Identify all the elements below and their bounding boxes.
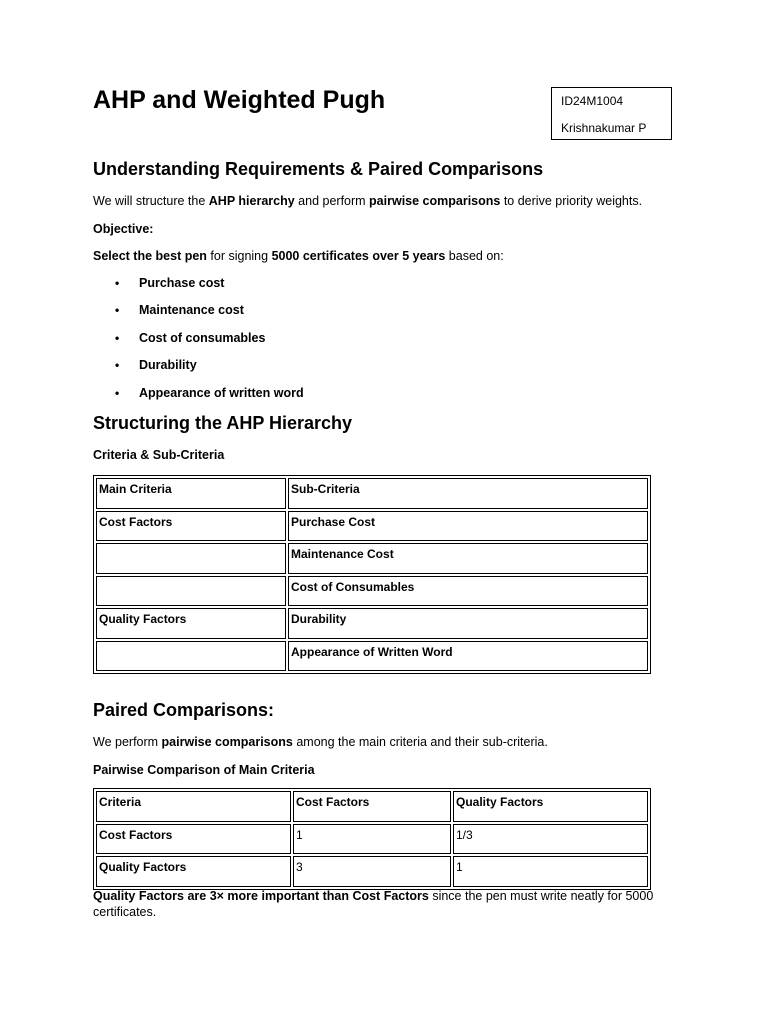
table-cell: 1/3 [453, 824, 648, 855]
table-row [96, 641, 648, 672]
objective-label: Objective: [93, 222, 154, 236]
table-cell [96, 641, 286, 672]
section-heading-requirements: Understanding Requirements & Paired Comparisons [93, 159, 544, 179]
text-run: We perform [93, 735, 162, 749]
table-row [96, 608, 648, 639]
bold-run: pairwise comparisons [369, 194, 501, 208]
section-heading-paired: Paired Comparisons: [93, 700, 275, 720]
list-item: • Durability [93, 357, 304, 384]
table-header-row [96, 791, 648, 822]
list-item: • Purchase cost [93, 275, 304, 302]
table-row [96, 543, 648, 574]
table-cell: Quality Factors [96, 608, 286, 639]
table-row [96, 576, 648, 607]
bold-run: Quality Factors are 3× more important than Cost Factors [93, 889, 429, 903]
text-run: to derive priority weights. [500, 194, 643, 208]
table-header-cell: Cost Factors [293, 791, 451, 822]
section-heading-hierarchy: Structuring the AHP Hierarchy [93, 413, 353, 433]
table-header-cell: Criteria [96, 791, 291, 822]
pairwise-subheading: Pairwise Comparison of Main Criteria [93, 763, 315, 777]
pairwise-table [93, 788, 651, 890]
select-paragraph [93, 248, 504, 264]
table-cell: Durability [288, 608, 648, 639]
intro-paragraph [93, 193, 642, 209]
criteria-bullet-list [93, 275, 304, 412]
list-item: • Appearance of written word [93, 385, 304, 412]
table-cell: Cost of Consumables [288, 576, 648, 607]
table-row [96, 511, 648, 542]
student-id: ID24M1004 [561, 94, 624, 108]
table-cell: Quality Factors [96, 856, 291, 887]
table-cell: Cost Factors [96, 824, 291, 855]
table-header-cell: Sub-Criteria [288, 478, 648, 509]
student-name: Krishnakumar P [561, 121, 647, 135]
text-run: We will structure the [93, 194, 209, 208]
id-box [551, 87, 672, 140]
table-cell [96, 543, 286, 574]
document-title: AHP and Weighted Pugh [93, 86, 386, 114]
table-header-cell: Main Criteria [96, 478, 286, 509]
table-row [96, 856, 648, 887]
table-cell [96, 576, 286, 607]
bold-run: Select the best pen [93, 249, 207, 263]
table-cell: Purchase Cost [288, 511, 648, 542]
table-cell: 3 [293, 856, 451, 887]
table-cell: Appearance of Written Word [288, 641, 648, 672]
text-run: and perform [294, 194, 370, 208]
list-item: • Cost of consumables [93, 330, 304, 357]
table-cell: 1 [453, 856, 648, 887]
table-cell: Maintenance Cost [288, 543, 648, 574]
criteria-subheading: Criteria & Sub-Criteria [93, 448, 225, 462]
conclusion-paragraph [93, 888, 678, 920]
bold-run: pairwise comparisons [161, 735, 293, 749]
text-run: based on: [445, 249, 504, 263]
text-run: for signing [206, 249, 272, 263]
table-cell: 1 [293, 824, 451, 855]
bold-run: 5000 certificates over 5 years [271, 249, 446, 263]
bold-run: AHP hierarchy [208, 194, 295, 208]
paired-intro-paragraph [93, 734, 548, 750]
table-cell: Cost Factors [96, 511, 286, 542]
table-row [96, 824, 648, 855]
table-header-cell: Quality Factors [453, 791, 648, 822]
text-run: among the main criteria and their sub-criteria. [292, 735, 548, 749]
criteria-table [93, 475, 651, 674]
table-header-row [96, 478, 648, 509]
text-run: since the pen must write neatly for 5000 certificates. [93, 889, 654, 919]
list-item: • Maintenance cost [93, 302, 304, 329]
